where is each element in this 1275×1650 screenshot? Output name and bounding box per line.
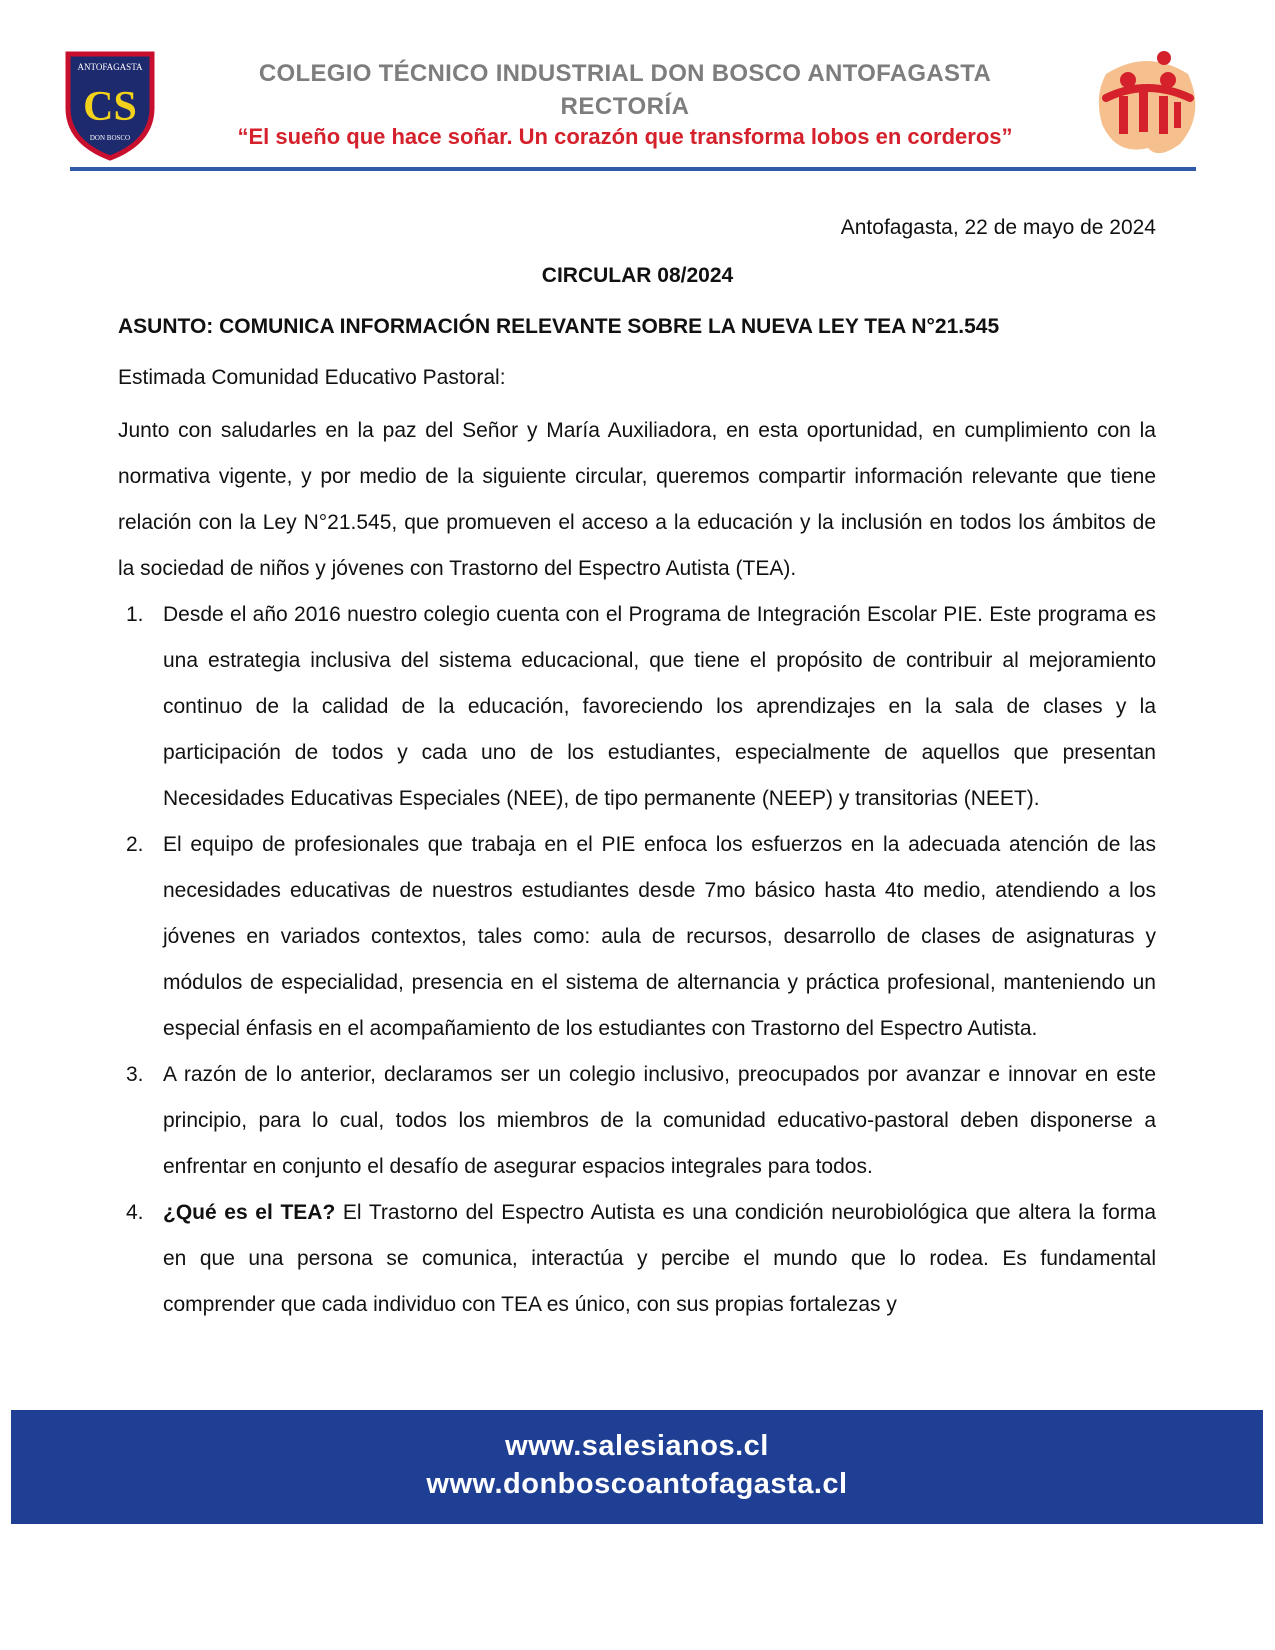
crest-monogram: CS [83,84,137,130]
salesian-family-icon [1088,44,1206,162]
school-name: COLEGIO TÉCNICO INDUSTRIAL DON BOSCO ANTOFAGASTA [258,60,992,87]
circular-title: CIRCULAR 08/2024 [541,264,734,287]
list-number: 4. [126,1201,144,1224]
greeting: Estimada Comunidad Educativo Pastoral: [118,366,506,389]
list-number: 3. [126,1063,144,1086]
document-date: Antofagasta, 22 de mayo de 2024 [840,216,1156,239]
list-item [118,1190,1156,1328]
letterhead [0,0,1275,175]
list-item [118,822,1156,1052]
list-item-text: El Trastorno del Espectro Autista es una condición neurobiológica que altera la forma en que una persona se comunica, interactúa y percibe el mundo que lo rodea. Es fundamental comprender que cada individuo con TEA es único, con sus propias fortalezas y [163,1201,1156,1316]
list-item-lead: ¿Qué es el TEA? [163,1201,336,1224]
list-item-text: El equipo de profesionales que trabaja en el PIE enfoca los esfuerzos en la adecuada atención de las necesidades educativas de nuestros estudiantes desde 7mo básico hasta 4to medio, atendiendo a los jóvenes en variados contextos, tales como: aula de recursos, desarrollo de clases de asignaturas y módulos de especialidad, presencia en el sistema de alternancia y práctica profesional, manteniendo un especial énfasis en el acompañamiento de los estudiantes con Trastorno del Espectro Autista. [163,833,1156,1040]
numbered-points [118,592,1156,1328]
circular-subject: ASUNTO: COMUNICA INFORMACIÓN RELEVANTE SOBRE LA NUEVA LEY TEA N°21.545 [118,315,1000,338]
header-divider [70,167,1196,171]
list-number: 2. [126,833,144,856]
list-item-text: A razón de lo anterior, declaramos ser un colegio inclusivo, preocupados por avanzar e innovar en este principio, para lo cual, todos los miembros de la comunidad educativo-pastoral deben disponerse a enfrentar en conjunto el desafío de asegurar espacios integrales para todos. [163,1063,1156,1178]
list-item [118,1052,1156,1190]
school-crest-icon [62,50,158,162]
office-name: RECTORÍA [560,93,690,120]
school-motto: “El sueño que hace soñar. Un corazón que transforma lobos en corderos” [237,124,1013,149]
list-item-text: Desde el año 2016 nuestro colegio cuenta con el Programa de Integración Escolar PIE. Este programa es una estrategia inclusiva del sistema educacional, que tiene el propósito de contribuir al mejoramiento continuo de la calidad de la educación, favoreciendo los aprendizajes en la sala de clases y la participación de todos y cada uno de los estudiantes, especialmente de aquellos que presentan Necesidades Educativas Especiales (NEE), de tipo permanente (NEEP) y transitorias (NEET). [163,603,1156,810]
list-item [118,592,1156,822]
intro-paragraph: Junto con saludarles en la paz del Señor y María Auxiliadora, en esta oportunidad, en cumplimiento con la normativa vigente, y por medio de la siguiente circular, queremos compartir información relevante que tiene relación con la Ley N°21.545, que promueven el acceso a la educación y la inclusión en todos los ámbitos de la sociedad de niños y jóvenes con Trastorno del Espectro Autista (TEA). [118,419,1156,580]
crest-top-text: ANTOFAGASTA [77,62,143,72]
footer-link-salesianos[interactable]: www.salesianos.cl [505,1430,769,1462]
footer-banner [11,1410,1263,1524]
footer-link-donbosco[interactable]: www.donboscoantofagasta.cl [426,1468,848,1500]
list-number: 1. [126,603,144,626]
circular-body [118,408,1156,1328]
crest-bottom-text: DON BOSCO [89,134,131,142]
